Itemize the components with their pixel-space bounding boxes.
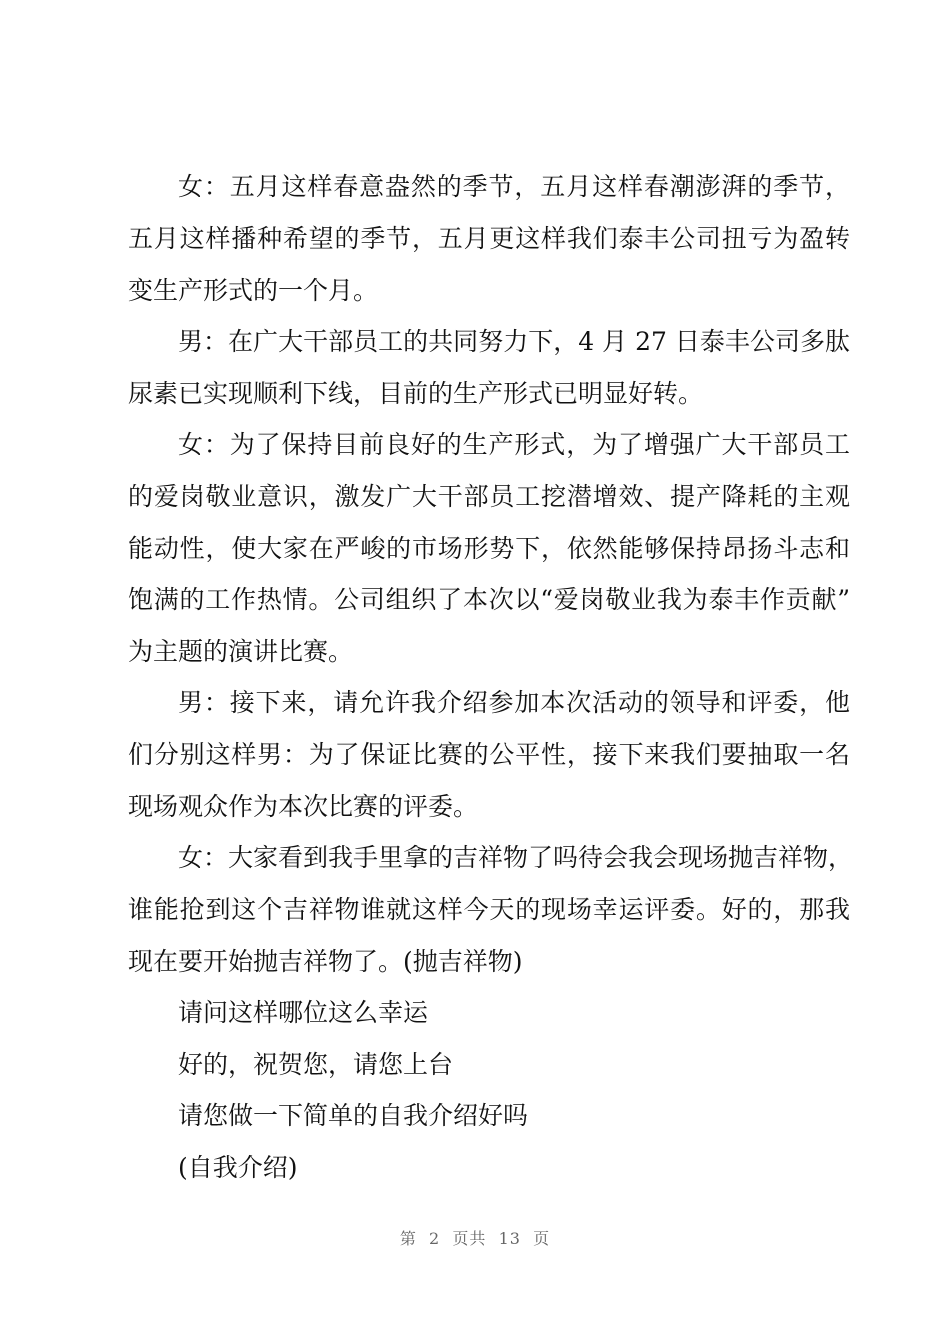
paragraph-line: 好的，祝贺您，请您上台 (178, 1050, 454, 1079)
paragraph-line: 饱满的工作热情。公司组织了本次以“爱岗敬业我为泰丰作贡献” (128, 585, 850, 614)
paragraph-line: 男：在广大干部员工的共同努力下，4 月 27 日泰丰公司多肽 (178, 327, 850, 356)
paragraph-line: 们分别这样男：为了保证比赛的公平性，接下来我们要抽取一名 (128, 740, 850, 769)
paragraph-line: 谁能抢到这个吉祥物谁就这样今天的现场幸运评委。好的，那我 (128, 895, 850, 924)
page-number-label: 第 2 页共 13 页 (399, 1229, 551, 1248)
paragraph-line: 女：大家看到我手里拿的吉祥物了吗待会我会现场抛吉祥物， (178, 843, 854, 872)
paragraph-line: 的爱岗敬业意识，激发广大干部员工挖潜增效、提产降耗的主观 (128, 482, 850, 511)
paragraph-line: 尿素已实现顺利下线，目前的生产形式已明显好转。 (128, 379, 704, 408)
paragraph-line: (自我介绍) (178, 1153, 298, 1182)
paragraph-line: 为主题的演讲比赛。 (128, 637, 354, 666)
paragraph-line: 请问这样哪位这么幸运 (178, 998, 429, 1027)
paragraph-line: 男：接下来，请允许我介绍参加本次活动的领导和评委，他 (178, 688, 850, 717)
paragraph-line: 女：为了保持目前良好的生产形式，为了增强广大干部员工 (178, 430, 850, 459)
page-number-footer (0, 1226, 950, 1249)
paragraph-line: 五月这样播种希望的季节，五月更这样我们泰丰公司扭亏为盈转 (128, 224, 850, 253)
paragraph-line: 请您做一下简单的自我介绍好吗 (178, 1101, 529, 1130)
paragraph-line: 变生产形式的一个月。 (128, 276, 379, 305)
paragraph-line: 女：五月这样春意盎然的季节，五月这样春潮澎湃的季节， (178, 172, 850, 201)
paragraph-line: 现在要开始抛吉祥物了。(抛吉祥物) (128, 947, 523, 976)
paragraph-line: 现场观众作为本次比赛的评委。 (128, 792, 479, 821)
paragraph-line: 能动性，使大家在严峻的市场形势下，依然能够保持昂扬斗志和 (128, 534, 850, 563)
